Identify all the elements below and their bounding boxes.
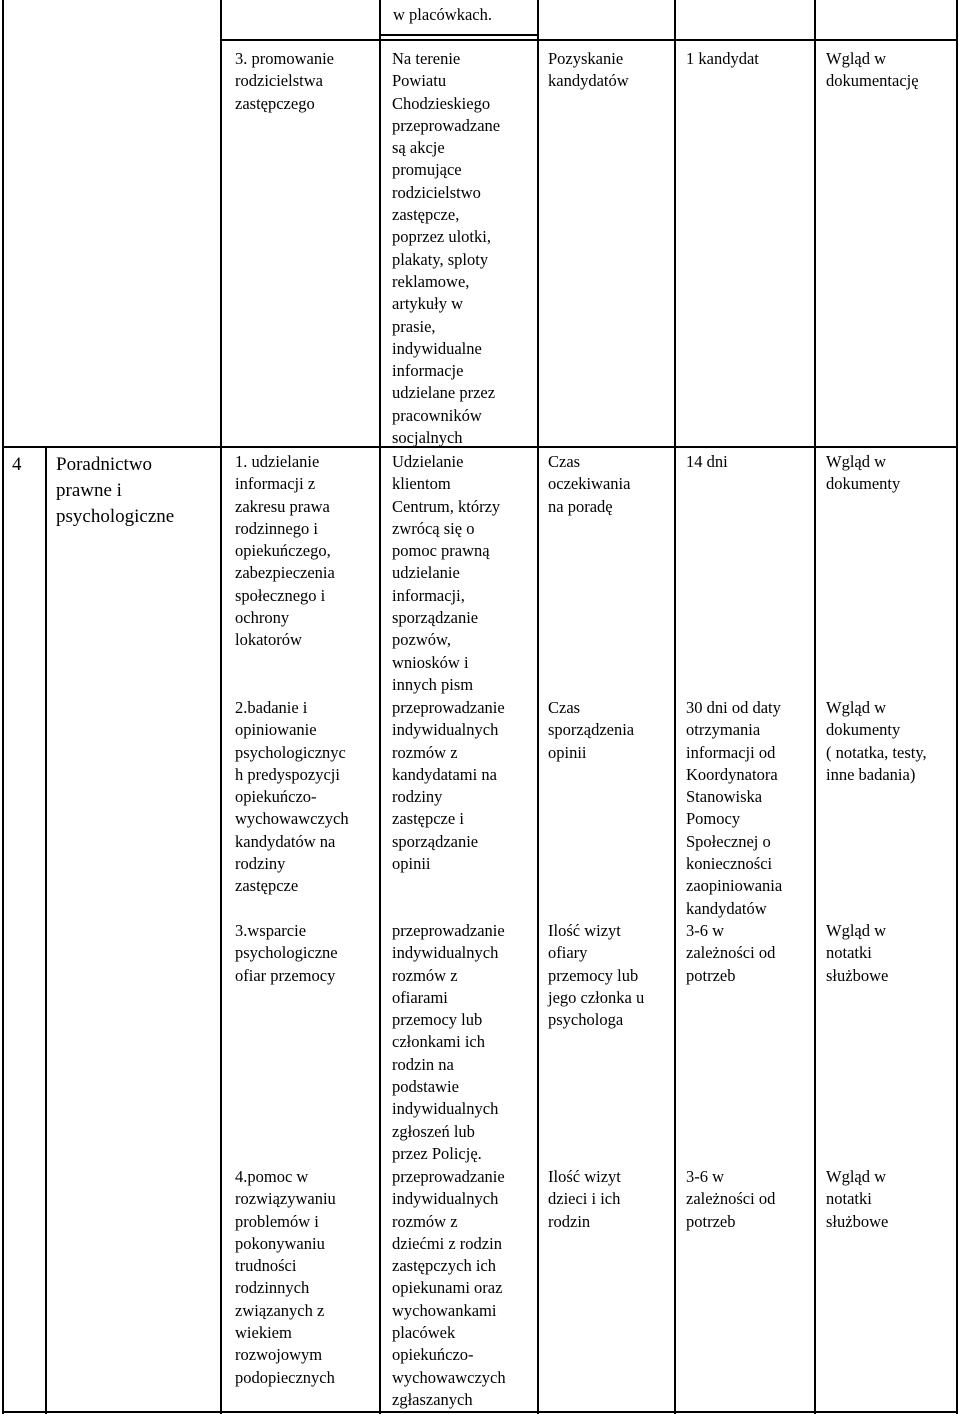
cell-line: przemocy lub xyxy=(548,965,639,985)
cell-line: rodzinnego i xyxy=(235,518,318,538)
cell-line: Koordynatora xyxy=(686,764,778,784)
cell-line: przemocy lub xyxy=(392,1010,483,1030)
cell-line: dokumenty xyxy=(826,474,901,494)
cell-line: poprzez ulotki, xyxy=(392,227,491,247)
cell-line: służbowe xyxy=(826,1211,889,1231)
indicator-4 xyxy=(548,1166,621,1233)
cell-line: na poradę xyxy=(548,496,613,516)
cell-line: 3-6 w xyxy=(686,1167,725,1186)
cell-line: indywidualnych xyxy=(392,720,499,740)
cell-line: społecznego i xyxy=(235,585,326,605)
cell-line: zabezpieczenia xyxy=(235,563,335,583)
cell-line: dokumentację xyxy=(826,71,919,91)
cell-line: ofiar przemocy xyxy=(235,965,336,985)
section-number: 4 xyxy=(12,454,22,475)
cell-line: ( notatka, testy, xyxy=(826,742,927,762)
column-divider-4 xyxy=(537,0,539,1414)
cell-line: Wgląd w xyxy=(826,1167,887,1186)
cell-line: psychologiczne xyxy=(235,943,338,963)
cell-line: trudności xyxy=(235,1256,297,1276)
value-4 xyxy=(686,1166,775,1233)
indicator-2 xyxy=(548,697,634,764)
cell-line: oczekiwania xyxy=(548,474,631,494)
cell-line: kandydatów na xyxy=(235,831,336,851)
verification-4 xyxy=(826,1166,888,1233)
task-2 xyxy=(235,697,349,898)
cell-line: dokumenty xyxy=(826,720,901,740)
section-title-line: Poradnictwo xyxy=(56,454,153,475)
cell-line: rodzin xyxy=(548,1211,591,1231)
cell-line: potrzeb xyxy=(686,965,736,985)
action-promo xyxy=(392,48,500,449)
cell-line: pomoc prawną xyxy=(392,541,490,561)
cell-line: socjalnych xyxy=(392,428,463,448)
cell-line: zaopiniowania xyxy=(686,876,783,896)
cell-line: wniosków i xyxy=(392,652,469,672)
column-divider-1 xyxy=(45,446,47,1414)
cell-line: rodziny xyxy=(392,787,443,807)
cell-line: opiekuńczego, xyxy=(235,541,331,561)
cell-line: indywidualne xyxy=(392,338,482,358)
cell-line: ofiary xyxy=(548,943,588,963)
cell-line: klientom xyxy=(392,474,451,494)
cell-line: wychowawczych xyxy=(235,809,349,829)
cell-line: zgłaszanych xyxy=(392,1389,473,1409)
cell-line: plakaty, sploty xyxy=(392,249,489,269)
cell-line: Ilość wizyt xyxy=(548,921,621,940)
cell-line: opiniowanie xyxy=(235,720,317,740)
cell-line: artykuły w xyxy=(392,294,464,314)
cell-line: podstawie xyxy=(392,1077,459,1097)
cell-line: Centrum, którzy xyxy=(392,496,501,516)
cell-line: przeprowadzanie xyxy=(392,698,505,717)
cell-line: Wgląd w xyxy=(826,49,887,68)
cell-line: rozmów z xyxy=(392,742,458,762)
cell-line: psychologicznyc xyxy=(235,742,346,762)
cell-line: opiekunami oraz xyxy=(392,1278,503,1298)
cell-line: indywidualnych xyxy=(392,943,499,963)
column-divider-6 xyxy=(814,0,816,1414)
task-3 xyxy=(235,920,338,987)
cell-line: zastępczego xyxy=(235,93,315,113)
cell-line: indywidualnych xyxy=(392,1099,499,1119)
cell-line: Wgląd w xyxy=(826,452,887,471)
value-promo xyxy=(686,48,759,70)
cell-line: informacje xyxy=(392,361,464,381)
cell-line: konieczności xyxy=(686,854,773,874)
action-4 xyxy=(392,1166,506,1411)
cell-line: rozmów z xyxy=(392,1211,458,1231)
verification-2 xyxy=(826,697,927,786)
cell-line: przeprowadzanie xyxy=(392,921,505,940)
cell-line: sporządzanie xyxy=(392,608,479,628)
cell-line: opiekuńczo- xyxy=(392,1345,474,1365)
cell-line: Na terenie xyxy=(392,49,461,68)
cell-line: 1. udzielanie xyxy=(235,452,320,471)
cell-line: rozwiązywaniu xyxy=(235,1189,336,1209)
value-3 xyxy=(686,920,775,987)
cell-line: pozwów, xyxy=(392,630,451,650)
cell-line: podopiecznych xyxy=(235,1367,335,1387)
cell-line: Wgląd w xyxy=(826,698,887,717)
cell-line: zgłoszeń lub xyxy=(392,1121,475,1141)
cell-line: wiekiem xyxy=(235,1323,292,1343)
task-4 xyxy=(235,1166,336,1389)
cell-line: potrzeb xyxy=(686,1211,736,1231)
table-border-right xyxy=(956,0,958,1414)
cell-line: prasie, xyxy=(392,316,436,336)
cell-line: 4.pomoc w xyxy=(235,1167,309,1186)
cell-line: 3.wsparcie xyxy=(235,921,307,940)
cell-line: związanych z xyxy=(235,1300,325,1320)
cell-line: Czas xyxy=(548,452,581,471)
cell-line: opinii xyxy=(548,742,587,762)
cell-line: opiekuńczo- xyxy=(235,787,317,807)
cell-line: Chodzieskiego xyxy=(392,93,491,113)
column-divider-3 xyxy=(379,0,381,1414)
verification-promo xyxy=(826,48,919,93)
cell-line: notatki xyxy=(826,943,872,963)
cell-line: opinii xyxy=(392,854,431,874)
cell-line: 3. promowanie xyxy=(235,49,334,68)
cell-line: rodziny xyxy=(235,854,286,874)
table-border-left xyxy=(2,0,4,1414)
cell-line: rodzinnych xyxy=(235,1278,310,1298)
cell-line: zastępczych ich xyxy=(392,1256,496,1276)
table-border-bottom xyxy=(2,1411,958,1413)
cell-line: dziećmi z rodzin xyxy=(392,1233,502,1253)
cell-line: Pomocy xyxy=(686,809,741,829)
cell-line: problemów i xyxy=(235,1211,319,1231)
verification-1 xyxy=(826,451,900,496)
cell-line: ochrony xyxy=(235,608,290,628)
cell-line: członkami ich xyxy=(392,1032,486,1052)
section-title-line: prawne i xyxy=(56,480,122,501)
cell-line: wychowawczych xyxy=(392,1367,506,1387)
cell-line: Wgląd w xyxy=(826,921,887,940)
cell-line: zakresu prawa xyxy=(235,496,330,516)
cell-line: dzieci i ich xyxy=(548,1189,621,1209)
cell-line: rozmów z xyxy=(392,965,458,985)
task-promo xyxy=(235,48,334,115)
cell-line: udzielane przez xyxy=(392,383,496,403)
cell-line: Stanowiska xyxy=(686,787,763,807)
value-2 xyxy=(686,697,782,920)
cell-line: innych pism xyxy=(392,674,474,694)
cell-line: sporządzanie xyxy=(392,831,479,851)
cell-line: rodzin na xyxy=(392,1054,454,1074)
cell-line: psychologa xyxy=(548,1010,624,1030)
cell-line: lokatorów xyxy=(235,630,302,650)
cell-line: zwrócą się o xyxy=(392,518,475,538)
cell-line: przeprowadzanie xyxy=(392,1167,505,1186)
verification-3 xyxy=(826,920,888,987)
action-1 xyxy=(392,451,500,696)
cell-line: kandydatów xyxy=(686,898,767,918)
cell-line: zastępcze xyxy=(235,876,299,896)
cell-line: 3-6 w xyxy=(686,921,725,940)
cell-line: Społecznej o xyxy=(686,831,771,851)
row-separator-top-2 xyxy=(220,39,958,41)
cell-line: pokonywaniu xyxy=(235,1233,325,1253)
cell-line: sporządzenia xyxy=(548,720,635,740)
cell-line: Powiatu xyxy=(392,71,447,91)
cell-line: informacji z xyxy=(235,474,316,494)
cell-line: pracowników xyxy=(392,405,482,425)
cell-line: indywidualnych xyxy=(392,1189,499,1209)
cell-line: placówek xyxy=(392,1323,456,1343)
cell-line: 14 dni xyxy=(686,452,728,471)
cell-line: Czas xyxy=(548,698,581,717)
cell-line: rozwojowym xyxy=(235,1345,323,1365)
section-title-line: psychologiczne xyxy=(56,506,175,527)
cell-line: przeprowadzane xyxy=(392,115,501,135)
action-3 xyxy=(392,920,505,1165)
cell-line: wychowankami xyxy=(392,1300,497,1320)
cell-line: udzielanie xyxy=(392,563,460,583)
cell-line: Udzielanie xyxy=(392,452,464,471)
continuation-text: w placówkach. xyxy=(393,5,492,24)
indicator-3 xyxy=(548,920,644,1031)
indicator-1 xyxy=(548,451,630,518)
cell-line: kandydatów xyxy=(548,71,629,91)
cell-line: reklamowe, xyxy=(392,271,470,291)
cell-line: Pozyskanie xyxy=(548,49,624,68)
task-1 xyxy=(235,451,335,652)
indicator-promo xyxy=(548,48,629,93)
cell-line: 30 dni od daty xyxy=(686,698,781,717)
cell-line: zastępcze, xyxy=(392,205,460,225)
cell-line: przez Policję. xyxy=(392,1143,482,1163)
cell-line: zastępcze i xyxy=(392,809,464,829)
cell-line: 2.badanie i xyxy=(235,698,308,717)
cell-line: Ilość wizyt xyxy=(548,1167,621,1186)
cell-line: ofiarami xyxy=(392,987,448,1007)
cell-line: rodzicielstwa xyxy=(235,71,323,91)
cell-line: 1 kandydat xyxy=(686,49,759,68)
action-2 xyxy=(392,697,505,875)
cell-line: zależności od xyxy=(686,1189,776,1209)
row-separator-top xyxy=(379,34,537,36)
cell-line: notatki xyxy=(826,1189,872,1209)
cell-line: h predyspozycji xyxy=(235,764,340,784)
cell-line: rodzicielstwo xyxy=(392,182,481,202)
cell-line: są akcje xyxy=(392,138,445,158)
cell-line: informacji od xyxy=(686,742,776,762)
cell-line: kandydatami na xyxy=(392,764,497,784)
section-title xyxy=(56,452,174,530)
cell-line: zależności od xyxy=(686,943,776,963)
cell-line: służbowe xyxy=(826,965,889,985)
value-1 xyxy=(686,451,728,473)
column-divider-2 xyxy=(220,0,222,1414)
column-divider-5 xyxy=(674,0,676,1414)
cell-line: informacji, xyxy=(392,585,465,605)
cell-line: otrzymania xyxy=(686,720,761,740)
cell-line: promujące xyxy=(392,160,462,180)
cell-line: inne badania) xyxy=(826,764,916,784)
cell-line: jego członka u xyxy=(548,987,645,1007)
